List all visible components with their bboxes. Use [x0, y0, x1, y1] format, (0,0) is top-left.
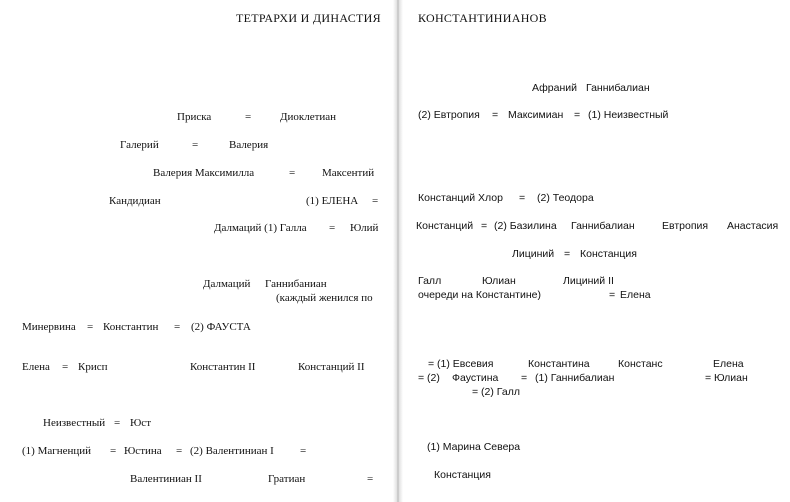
- name-maximian: Максимиан: [508, 109, 564, 121]
- marriage-sign: =: [574, 109, 581, 121]
- name-hannibalianus-afranius: Ганнибалиан: [586, 82, 650, 94]
- name-constantius: Констанций: [416, 220, 474, 232]
- name-galerius: Галерий: [120, 139, 159, 151]
- marriage-sign: =: [519, 192, 526, 204]
- name-afranius: Афраний: [532, 82, 577, 94]
- marriage-sign: =: [174, 321, 181, 333]
- name-faustina: Фаустина: [452, 372, 499, 384]
- name-eutropia: (2) Евтропия: [418, 109, 480, 121]
- name-julian: Юлиан: [482, 275, 516, 287]
- left-header: ТЕТРАРХИ И ДИНАСТИЯ: [236, 11, 381, 25]
- name-eusebia: = (1) Евсевия: [428, 358, 494, 370]
- name-constantius-chlorus: Констанций Хлор: [418, 192, 503, 204]
- name-unknown: Неизвестный: [43, 417, 106, 429]
- name-constantina: Константина: [528, 358, 590, 370]
- marriage-sign: =: [372, 195, 379, 207]
- name-helena-3: Елена: [620, 289, 651, 301]
- marriage-sign: =: [300, 445, 307, 457]
- name-eutropia-2: Евтропия: [662, 220, 709, 232]
- name-valentinian-ii: Валентиниан II: [130, 473, 202, 485]
- note-married-in-turn-2: очереди на Константине): [418, 289, 541, 301]
- marriage-sign: =: [289, 167, 296, 179]
- name-gallus: Галл: [418, 275, 442, 287]
- marriage-sign: =: [481, 220, 488, 232]
- marriage-sign: =: [329, 222, 336, 234]
- marriage-prefix: = (2): [418, 372, 440, 384]
- marriage-sign: =: [564, 248, 571, 260]
- name-unknown-wife: (1) Неизвестный: [588, 109, 669, 121]
- name-marina-severa: (1) Марина Севера: [427, 441, 521, 453]
- name-candidianus: Кандидиан: [109, 195, 161, 207]
- name-maxentius: Максентий: [322, 167, 375, 179]
- name-valentinian-i: (2) Валентиниан I: [190, 445, 274, 457]
- name-justina: Юстина: [124, 445, 162, 457]
- name-theodora: (2) Теодора: [537, 192, 594, 204]
- name-magnentius: (1) Магненций: [22, 445, 92, 457]
- name-helena-4: Елена: [713, 358, 744, 370]
- name-constantine: Константин: [103, 321, 159, 333]
- name-hannibalianus-2: Ганнибалиан: [571, 220, 635, 232]
- name-constans: Констанс: [618, 358, 663, 370]
- marriage-sign: =: [492, 109, 499, 121]
- name-constantia-2: Констанция: [434, 469, 491, 481]
- name-basilina: (2) Базилина: [494, 220, 557, 232]
- name-valeria: Валерия: [229, 139, 269, 151]
- name-crispus: Крисп: [78, 361, 108, 373]
- name-diocletian: Диоклетиан: [280, 111, 337, 123]
- marriage-sign: =: [114, 417, 121, 429]
- name-hannibalianus-3: (1) Ганнибалиан: [535, 372, 615, 384]
- name-priska: Приска: [177, 111, 212, 123]
- name-anastasia: Анастасия: [727, 220, 779, 232]
- name-hannibalianus: Ганнибаниан: [265, 278, 327, 290]
- name-constantia: Констанция: [580, 248, 637, 260]
- name-julius: Юлий: [350, 222, 379, 234]
- note-married-in-turn: (каждый женился по: [276, 292, 373, 304]
- name-licinius-ii: Лициний II: [563, 275, 614, 287]
- marriage-sign: =: [87, 321, 94, 333]
- name-dalmatius-galla: Далмаций (1) Галла: [214, 222, 307, 234]
- name-gallus-2: = (2) Галл: [472, 386, 520, 398]
- marriage-sign: =: [110, 445, 117, 457]
- marriage-sign: =: [609, 289, 616, 301]
- name-fausta: (2) ФАУСТА: [191, 321, 251, 333]
- marriage-sign: =: [176, 445, 183, 457]
- name-dalmatius: Далмаций: [203, 278, 251, 290]
- marriage-sign: =: [62, 361, 69, 373]
- name-gratian: Гратиан: [268, 473, 306, 485]
- name-minervina: Минервина: [22, 321, 76, 333]
- marriage-sign: =: [521, 372, 528, 384]
- name-justus: Юст: [130, 417, 151, 429]
- name-constantine-ii: Константин II: [190, 361, 256, 373]
- name-licinius: Лициний: [512, 248, 555, 260]
- name-constantius-ii: Констанций II: [298, 361, 365, 373]
- marriage-sign: =: [367, 473, 374, 485]
- marriage-sign: =: [245, 111, 252, 123]
- name-helena-2: Елена: [22, 361, 50, 373]
- name-valeria-maximilla: Валерия Максимилла: [153, 167, 255, 179]
- right-header: КОНСТАНТИНИАНОВ: [418, 11, 547, 25]
- name-julian-2: = Юлиан: [705, 372, 748, 384]
- marriage-sign: =: [192, 139, 199, 151]
- name-helena: (1) ЕЛЕНА: [306, 195, 359, 207]
- right-page: [400, 0, 790, 502]
